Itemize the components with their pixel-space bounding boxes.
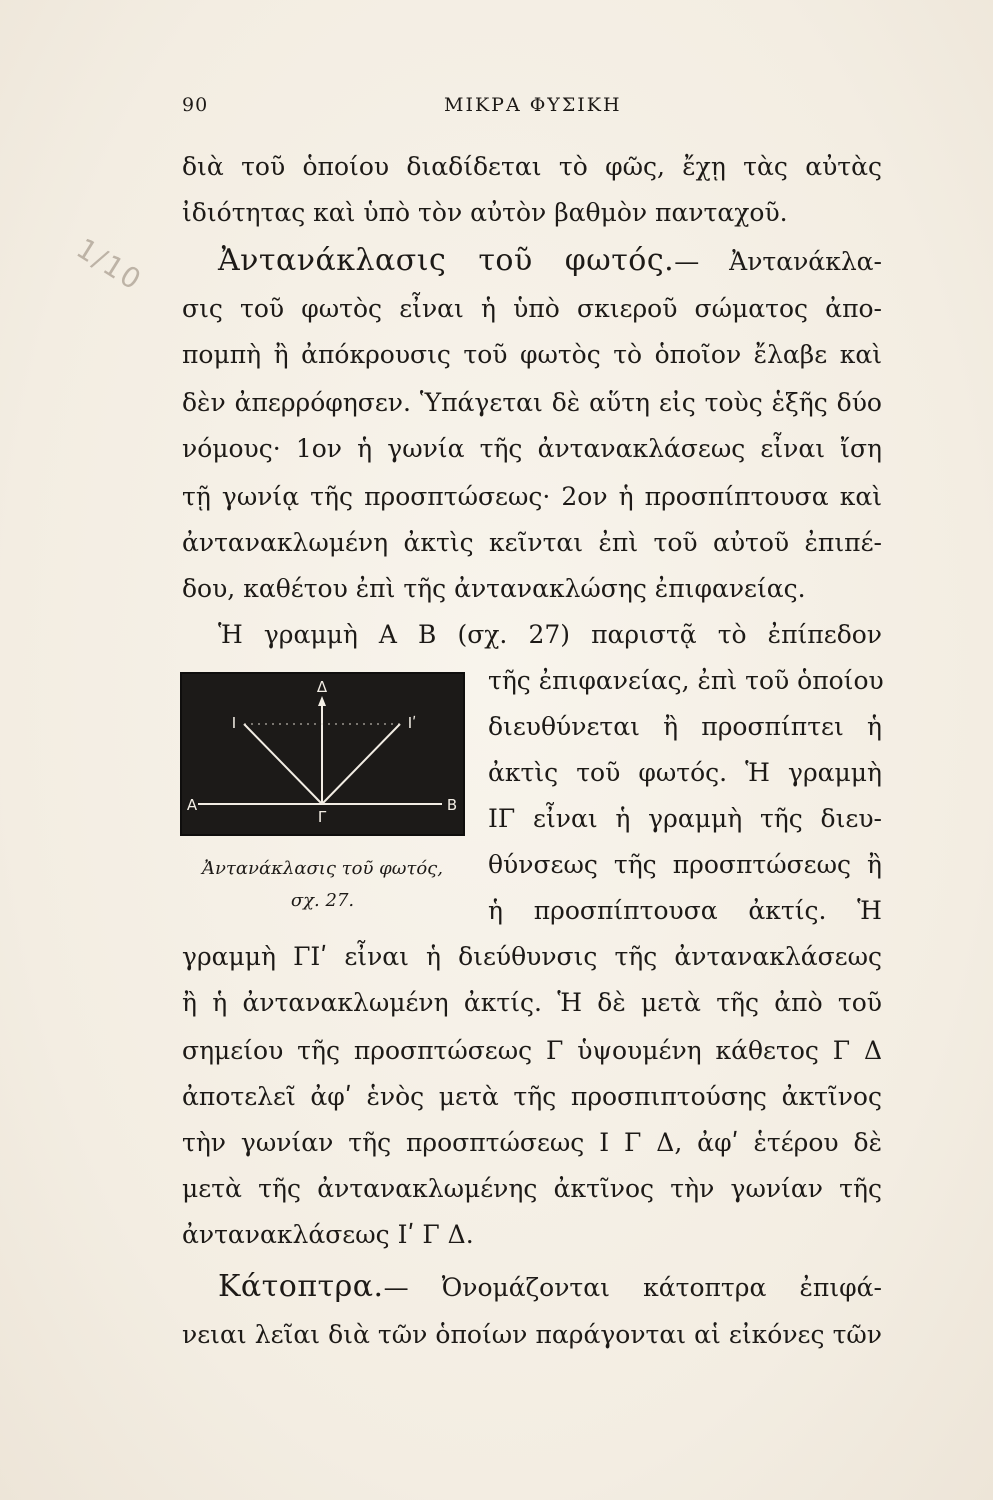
text-line: θύνσεως τῆς προσπτώσεως ἢ	[488, 850, 882, 879]
text-line: νόμους· 1ον ἡ γωνία τῆς ἀντανακλάσεως εἶναι ἴση	[182, 434, 882, 463]
text-line: δὲν ἀπερρόφησεν. Ὑπάγεται δὲ αὕτη εἰς τοὺς ἑξῆς δύο	[182, 388, 882, 417]
label-i: Ι	[231, 714, 237, 732]
label-a: Α	[186, 796, 198, 814]
section-heading-mirrors: Κάτοπτρα.	[218, 1269, 384, 1304]
text-line: διὰ τοῦ ὁποίου διαδίδεται τὸ φῶς, ἔχῃ τὰς αὐτὰς	[182, 152, 882, 181]
text-line: ΙΓ εἶναι ἡ γραμμὴ τῆς διευ-	[488, 804, 882, 833]
incident-ray-ig	[244, 724, 322, 804]
section-heading-line	[218, 244, 882, 279]
reflected-ray-gi-prime	[322, 724, 400, 804]
caption-figure-number: σχ. 27.	[290, 890, 355, 911]
reflection-figure	[180, 672, 465, 836]
label-b: Β	[446, 796, 458, 814]
label-delta: Δ	[316, 678, 328, 696]
text-line: δου, καθέτου ἐπὶ τῆς ἀντανακλώσης ἐπιφανείας.	[182, 574, 806, 603]
text-line: ἢ ἡ ἀντανακλωμένη ἀκτίς. Ἡ δὲ μετὰ τῆς ἀπὸ τοῦ	[182, 988, 882, 1017]
pencil-margin-note: 1/10	[70, 231, 149, 298]
text-line: μετὰ τῆς ἀντανακλωμένης ἀκτῖνος τὴν γωνίαν τῆς	[182, 1174, 882, 1203]
text-line: σημείου τῆς προσπτώσεως Γ ὑψουμένη κάθετος Γ Δ	[182, 1036, 882, 1065]
text-line: νειαι λεῖαι διὰ τῶν ὁποίων παράγονται αἱ εἰκόνες τῶν	[182, 1320, 882, 1349]
text-line: διευθύνεται ἢ προσπίπτει ἡ	[488, 712, 882, 741]
text-line: σις τοῦ φωτὸς εἶναι ἡ ὑπὸ σκιεροῦ σώματος ἀπο-	[182, 294, 882, 323]
text-line: τῇ γωνίᾳ τῆς προσπτώσεως· 2ον ἡ προσπίπτουσα καὶ	[182, 482, 882, 511]
text-line: ἡ προσπίπτουσα ἀκτίς. Ἡ	[488, 896, 882, 925]
text-line: γραμμὴ ΓΙʹ εἶναι ἡ διεύθυνσις τῆς ἀντανακλάσεως	[182, 942, 882, 971]
label-g: Γ	[317, 808, 327, 826]
figure-caption	[180, 853, 465, 917]
label-i-prime: Ιʹ	[407, 714, 417, 732]
text-line: τῆς ἐπιφανείας, ἐπὶ τοῦ ὁποίου	[488, 666, 884, 695]
text-line: ἀντανακλάσεως Ιʹ Γ Δ.	[182, 1220, 474, 1249]
text-line: τὴν γωνίαν τῆς προσπτώσεως Ι Γ Δ, ἀφʹ ἑτέρου δὲ	[182, 1128, 882, 1157]
section-heading-reflection: Ἀντανάκλασις τοῦ φωτός.	[218, 243, 675, 278]
running-title: ΜΙΚΡΑ ΦΥΣΙΚΗ	[444, 94, 622, 116]
text-line: ἀποτελεῖ ἀφʹ ἑνὸς μετὰ τῆς προσπιπτούσης ἀκτῖνος	[182, 1082, 882, 1111]
section-heading-line	[218, 1270, 882, 1305]
section-intro-text: — Ἀντανάκλα-	[674, 247, 882, 276]
text-line: ἀντανακλωμένη ἀκτὶς κεῖνται ἐπὶ τοῦ αὐτοῦ ἐπιπέ-	[182, 528, 882, 557]
page-number: 90	[182, 94, 209, 116]
arrowhead-icon	[318, 696, 326, 706]
text-line: πομπὴ ἢ ἀπόκρουσις τοῦ φωτὸς τὸ ὁποῖον ἔλαβε καὶ	[182, 340, 882, 369]
running-head	[182, 94, 882, 124]
section-intro-text: — Ὀνομάζονται κάτοπτρα ἐπιφά-	[383, 1273, 882, 1302]
reflection-diagram	[180, 672, 465, 836]
text-line: ἀκτὶς τοῦ φωτός. Ἡ γραμμὴ	[488, 758, 882, 787]
text-line: Ἡ γραμμὴ Α Β (σχ. 27) παριστᾷ τὸ ἐπίπεδον	[218, 620, 882, 649]
caption-title: Ἀντανάκλασις τοῦ φωτός,	[201, 858, 443, 879]
text-line: ἰδιότητας καὶ ὑπὸ τὸν αὐτὸν βαθμὸν πανταχοῦ.	[182, 198, 788, 227]
